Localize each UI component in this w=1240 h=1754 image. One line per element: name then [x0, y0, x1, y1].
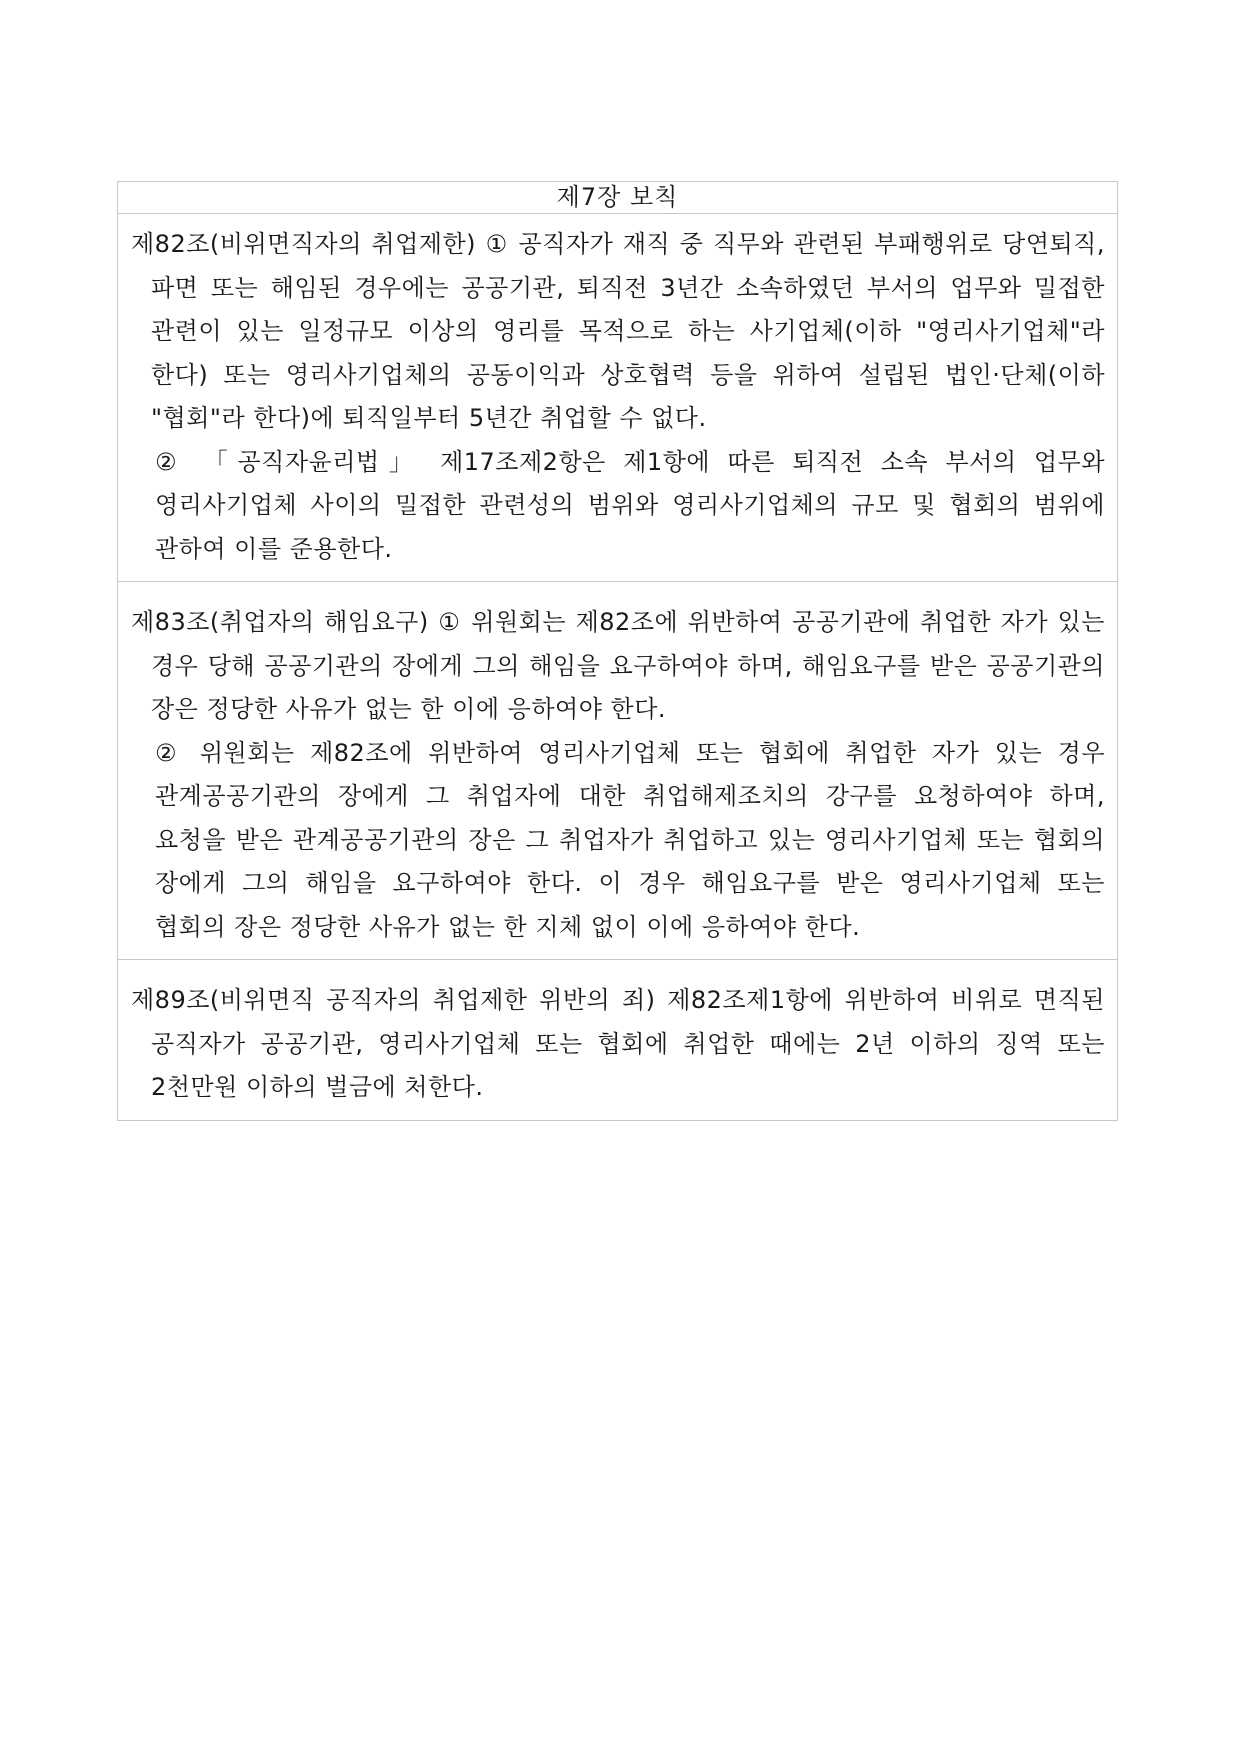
article-row	[118, 960, 1118, 1121]
article-83-paragraph-2: ② 위원회는 제82조에 위반하여 영리사기업체 또는 협회에 취업한 자가 있는 경우 관계공공기관의 장에게 그 취업자에 대한 취업해제조치의 강구를 요청하여야 하며, 요청을 받은 관계공공기관의 장은 그 취업자가 취업하고 있는 영리사기업체 또는 협회의 장에게 그의 해임을 요구하여야 한다. 이 경우 해임요구를 받은 영리사기업체 또는 협회의 장은 정당한 사유가 없는 한 지체 없이 이에 응하여야 한다.	[155, 738, 1105, 941]
article-row	[118, 582, 1118, 960]
chapter-header-row	[118, 182, 1118, 214]
article-89	[118, 960, 1118, 1121]
article-82-paragraph-2: ② 「공직자윤리법」 제17조제2항은 제1항에 따른 퇴직전 소속 부서의 업무와 영리사기업체 사이의 밀접한 관련성의 범위와 영리사기업체의 규모 및 협회의 범위에 관하여 이를 준용한다.	[155, 447, 1105, 563]
article-89-paragraph-1: 제89조(비위면직 공직자의 취업제한 위반의 죄) 제82조제1항에 위반하여 비위로 면직된 공직자가 공공기관, 영리사기업체 또는 협회에 취업한 때에는 2년 이하의 징역 또는 2천만원 이하의 벌금에 처한다.	[131, 986, 1105, 1101]
law-excerpt-table	[117, 181, 1118, 1121]
chapter-title: 제7장 보칙	[118, 182, 1118, 214]
article-83-paragraph-1: 제83조(취업자의 해임요구) ① 위원회는 제82조에 위반하여 공공기관에 취업한 자가 있는 경우 당해 공공기관의 장에게 그의 해임을 요구하여야 하며, 해임요구를 받은 공공기관의 장은 정당한 사유가 없는 한 이에 응하여야 한다.	[131, 608, 1105, 723]
article-82-paragraph-1: 제82조(비위면직자의 취업제한) ① 공직자가 재직 중 직무와 관련된 부패행위로 당연퇴직, 파면 또는 해임된 경우에는 공공기관, 퇴직전 3년간 소속하였던 부서의 업무와 밀접한 관련이 있는 일정규모 이상의 영리를 목적으로 하는 사기업체(이하 "영리사기업체"라 한다) 또는 영리사기업체의 공동이익과 상호협력 등을 위하여 설립된 법인·단체(이하 "협회"라 한다)에 퇴직일부터 5년간 취업할 수 없다.	[131, 230, 1105, 432]
article-row	[118, 214, 1118, 582]
article-82	[118, 214, 1118, 582]
article-83	[118, 582, 1118, 960]
